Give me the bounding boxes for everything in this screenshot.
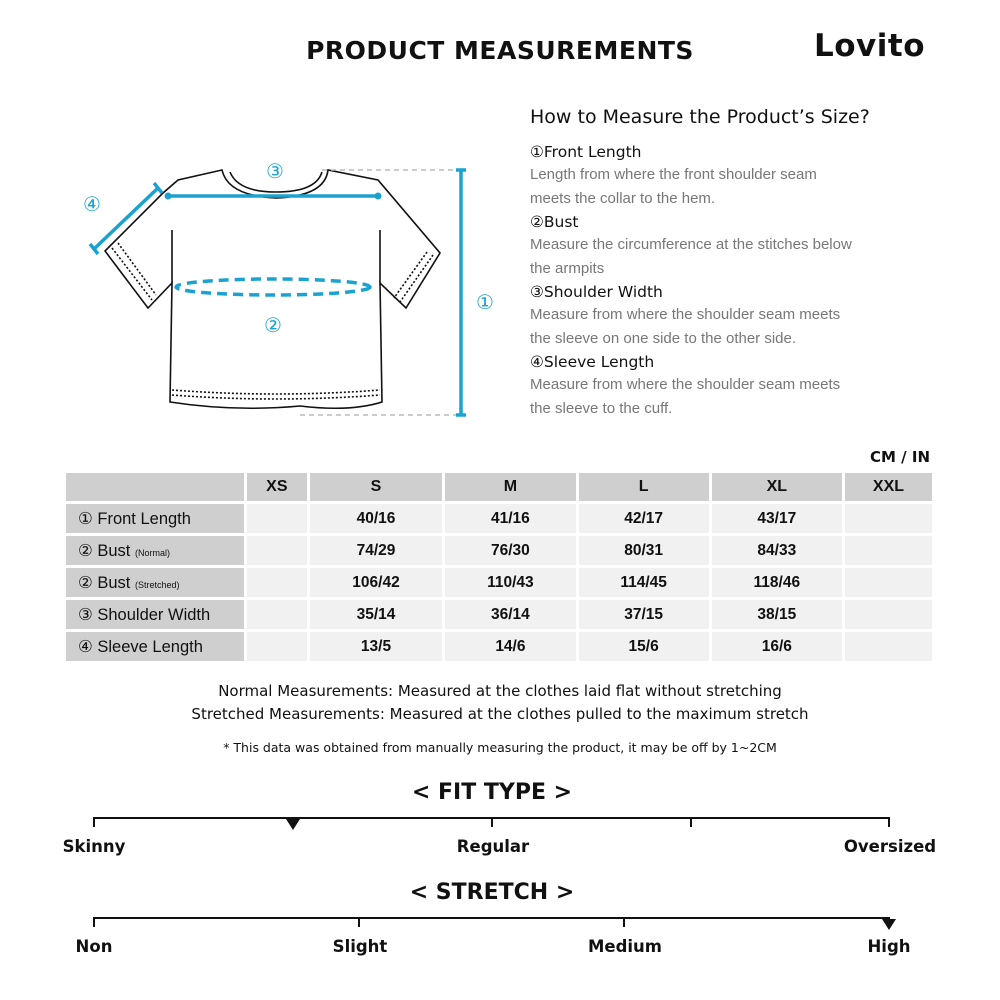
table-cell: 43/17: [712, 504, 842, 533]
table-row: [66, 600, 932, 629]
table-cell: 118/46: [712, 568, 842, 597]
table-row: [66, 536, 932, 565]
table-row: [66, 504, 932, 533]
table-cell: 35/14: [310, 600, 443, 629]
row-label: [66, 568, 244, 597]
marker-2: ②: [264, 313, 282, 337]
table-cell: 76/30: [445, 536, 575, 565]
table-cell: 114/45: [579, 568, 709, 597]
table-cell: [247, 600, 307, 629]
table-cell: 41/16: [445, 504, 575, 533]
unit-label: CM / IN: [870, 448, 930, 466]
row-label: [66, 600, 244, 629]
stretch-tick: [623, 917, 625, 927]
guide-item-heading: ①Front Length: [530, 143, 642, 161]
normal-measurement-note: Normal Measurements: Measured at the clothes laid flat without stretching: [218, 682, 782, 700]
row-label-text: ② Bust: [78, 541, 131, 560]
column-header: L: [579, 473, 709, 501]
table-cell: 42/17: [579, 504, 709, 533]
row-label-text: ③ Shoulder Width: [78, 605, 211, 624]
guide-item-line: Measure from where the shoulder seam meets: [530, 306, 841, 323]
table-corner-cell: [66, 473, 244, 501]
fit-type-tick: [690, 817, 692, 827]
table-cell: 37/15: [579, 600, 709, 629]
row-label: [66, 632, 244, 661]
table-cell: 74/29: [310, 536, 443, 565]
guide-item-heading: ④Sleeve Length: [530, 353, 655, 371]
fit-label-regular: Regular: [456, 837, 530, 856]
table-cell: 36/14: [445, 600, 575, 629]
guide-item-line: the sleeve on one side to the other side.: [530, 329, 797, 347]
stretch-tick: [93, 917, 95, 927]
fit-type-tick: [93, 817, 95, 827]
table-cell: [845, 504, 932, 533]
row-label-note: (Normal): [135, 547, 170, 558]
stretch-scale-line: [93, 917, 890, 919]
guide-item-line: the armpits: [530, 259, 605, 277]
table-row: [66, 568, 932, 597]
stretch-label-non: Non: [75, 937, 113, 956]
marker-4: ④: [83, 192, 101, 216]
stretch-tick: [358, 917, 360, 927]
shirt-diagram: [60, 150, 520, 430]
row-label: [66, 536, 244, 565]
table-cell: [247, 504, 307, 533]
fit-label-oversized: Oversized: [843, 837, 937, 856]
table-row: [66, 632, 932, 661]
guide-item-heading: ②Bust: [530, 213, 579, 231]
stretch-label-medium: Medium: [587, 937, 663, 956]
fit-type-tick: [888, 817, 890, 827]
table-cell: 110/43: [445, 568, 575, 597]
guide-item-line: Measure from where the shoulder seam meets: [530, 376, 841, 393]
table-cell: 40/16: [310, 504, 443, 533]
table-cell: 38/15: [712, 600, 842, 629]
column-header: S: [310, 473, 443, 501]
guide-item-sleeve-length: [530, 351, 910, 420]
stretched-measurement-note: Stretched Measurements: Measured at the clothes pulled to the maximum stretch: [191, 705, 809, 723]
guide-item-shoulder-width: [530, 281, 910, 350]
page-title: PRODUCT MEASUREMENTS: [306, 36, 694, 65]
fit-type-title: < FIT TYPE >: [411, 780, 573, 805]
table-cell: [247, 536, 307, 565]
column-header: M: [445, 473, 575, 501]
guide-item-front-length: [530, 141, 910, 210]
size-table: [63, 470, 935, 664]
table-cell: [845, 600, 932, 629]
row-label-note: (Stretched): [135, 579, 180, 590]
guide-item-heading: ③Shoulder Width: [530, 283, 663, 301]
brand-logo: Lovito: [814, 28, 926, 64]
table-cell: 13/5: [310, 632, 443, 661]
guide-item-line: Length from where the front shoulder seam: [530, 166, 817, 183]
table-cell: [845, 536, 932, 565]
table-cell: 16/6: [712, 632, 842, 661]
measure-guide-title: How to Measure the Product’s Size?: [530, 106, 870, 128]
stretch-label-slight: Slight: [332, 937, 388, 956]
row-label: [66, 504, 244, 533]
table-cell: [845, 632, 932, 661]
table-cell: 14/6: [445, 632, 575, 661]
stretch-marker-icon: [882, 919, 896, 930]
row-label-text: ④ Sleeve Length: [78, 637, 203, 656]
guide-item-line: Measure the circumference at the stitches below: [530, 236, 852, 253]
stretch-title: < STRETCH >: [409, 880, 575, 905]
table-header-row: [66, 473, 932, 501]
table-cell: 15/6: [579, 632, 709, 661]
table-cell: [247, 568, 307, 597]
marker-3: ③: [266, 159, 284, 183]
fit-type-marker-icon: [286, 819, 300, 830]
table-cell: [247, 632, 307, 661]
tshirt-outline-icon: [105, 170, 440, 408]
table-cell: 80/31: [579, 536, 709, 565]
table-cell: 106/42: [310, 568, 443, 597]
column-header: XS: [247, 473, 307, 501]
fit-type-tick: [491, 817, 493, 827]
column-header: XXL: [845, 473, 932, 501]
stretch-label-high: High: [867, 937, 911, 956]
disclaimer-note: * This data was obtained from manually measuring the product, it may be off by 1~2CM: [223, 740, 777, 755]
row-label-text: ② Bust: [78, 573, 131, 592]
guide-item-line: the sleeve to the cuff.: [530, 399, 673, 417]
table-cell: 84/33: [712, 536, 842, 565]
row-label-text: ① Front Length: [78, 509, 191, 528]
guide-item-line: meets the collar to the hem.: [530, 189, 716, 207]
marker-1: ①: [476, 290, 494, 314]
fit-label-skinny: Skinny: [62, 837, 126, 856]
guide-item-bust: [530, 211, 910, 280]
column-header: XL: [712, 473, 842, 501]
table-cell: [845, 568, 932, 597]
